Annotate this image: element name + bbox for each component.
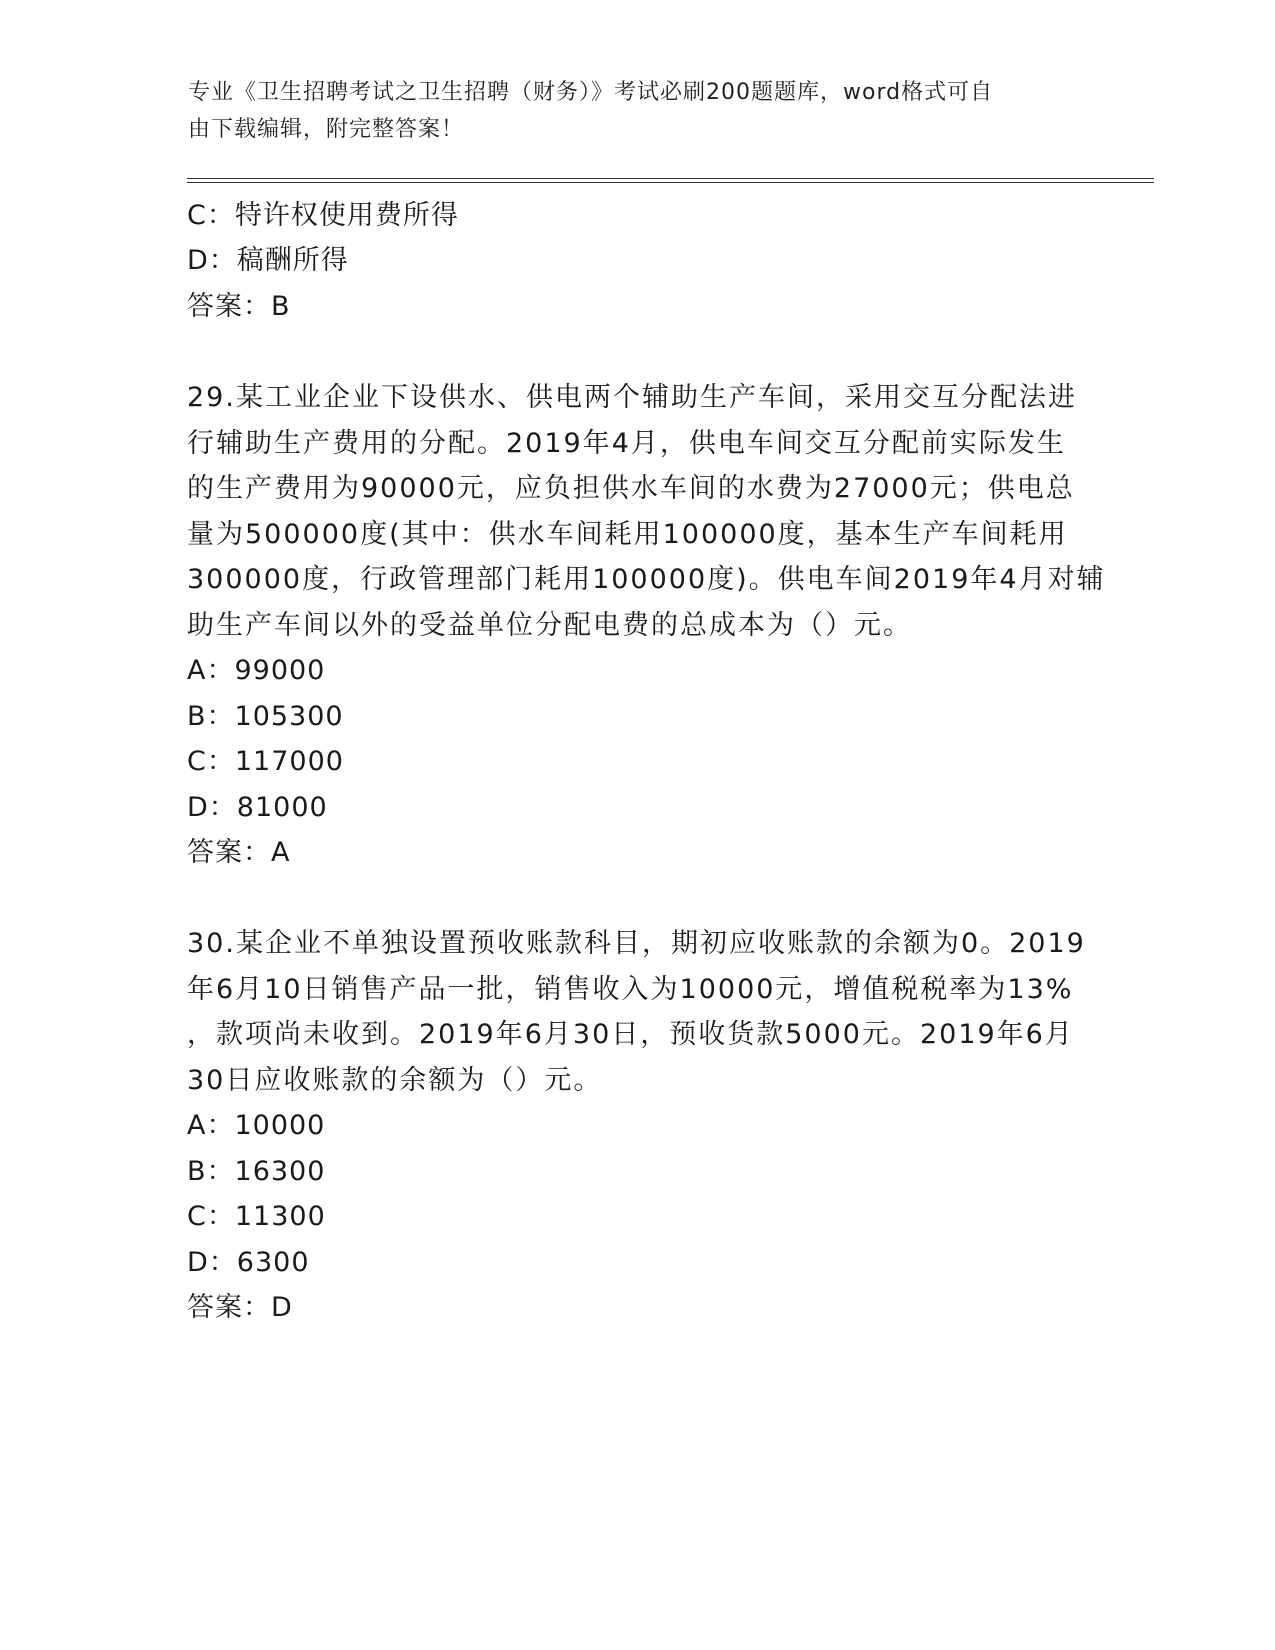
header-line-2: 由下载编辑，附完整答案！ <box>188 117 465 142</box>
q30-option-b: B：16300 <box>187 1156 326 1187</box>
q30-text-line: 30.某企业不单独设置预收账款科目，期初应收账款的余额为0。2019 <box>187 928 1086 959</box>
q29-text-line: 29.某工业企业下设供水、供电两个辅助生产车间，采用交互分配法进 <box>187 382 1077 413</box>
q29-text-line: 量为500000度(其中：供水车间耗用100000度，基本生产车间耗用 <box>187 519 1068 550</box>
q29-text-line: 行辅助生产费用的分配。2019年4月，供电车间交互分配前实际发生 <box>187 428 1066 459</box>
q29-option-b: B：105300 <box>187 701 344 732</box>
q30-text-line: ，款项尚未收到。2019年6月30日，预收货款5000元。2019年6月 <box>187 1019 1074 1050</box>
q29-option-c: C：117000 <box>187 746 344 777</box>
q29-option-d: D：81000 <box>187 792 328 823</box>
q30-option-d: D：6300 <box>187 1247 310 1278</box>
prev-option-d: D：稿酬所得 <box>187 245 349 276</box>
q30-text-line: 年6月10日销售产品一批，销售收入为10000元，增值税税率为13% <box>187 974 1074 1005</box>
q29-option-a: A：99000 <box>187 655 326 686</box>
q30-option-a: A：10000 <box>187 1110 326 1141</box>
q29-answer: 答案：A <box>187 837 291 868</box>
document-header <box>188 74 1088 148</box>
q29-text-line: 的生产费用为90000元，应负担供水车间的水费为27000元；供电总 <box>187 473 1075 504</box>
header-line-1: 专业《卫生招聘考试之卫生招聘（财务）》考试必刷200题题库，word格式可自 <box>188 80 994 105</box>
q30-text-line: 30日应收账款的余额为（）元。 <box>187 1065 603 1096</box>
header-divider <box>187 178 1154 183</box>
q30-answer: 答案：D <box>187 1292 293 1323</box>
q29-text-line: 300000度，行政管理部门耗用100000度)。供电车间2019年4月对辅 <box>187 564 1106 595</box>
prev-answer: 答案：B <box>187 291 291 322</box>
prev-option-c: C：特许权使用费所得 <box>187 200 459 231</box>
q29-text-line: 助生产车间以外的受益单位分配电费的总成本为（）元。 <box>187 610 912 641</box>
q30-option-c: C：11300 <box>187 1201 326 1232</box>
